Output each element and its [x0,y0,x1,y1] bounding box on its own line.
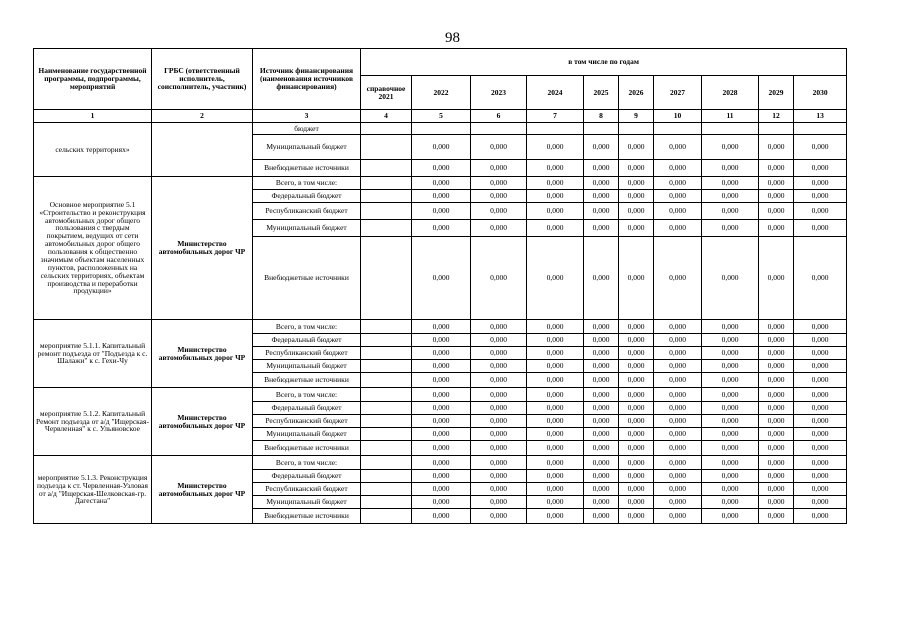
ref-2021-cell [361,177,412,190]
year-value-cell: 0,000 [759,190,794,203]
year-value-cell: 0,000 [471,456,527,470]
year-value-cell: 0,000 [654,360,702,373]
year-value-cell: 0,000 [584,237,619,320]
year-value-cell: 0,000 [619,160,654,177]
year-value-cell: 0,000 [654,402,702,415]
year-value-cell: 0,000 [702,483,759,496]
year-value-cell: 0,000 [794,220,847,237]
year-value-cell [412,123,471,135]
year-value-cell: 0,000 [471,220,527,237]
year-value-cell: 0,000 [527,334,584,347]
column-number: 9 [619,110,654,123]
year-value-cell: 0,000 [619,190,654,203]
year-value-cell: 0,000 [654,496,702,509]
column-number: 8 [584,110,619,123]
year-value-cell: 0,000 [412,509,471,524]
ref-2021-cell [361,415,412,428]
header-year: 2027 [654,76,702,110]
year-value-cell: 0,000 [619,220,654,237]
year-value-cell: 0,000 [619,456,654,470]
header-year: 2028 [702,76,759,110]
year-value-cell: 0,000 [412,496,471,509]
year-value-cell: 0,000 [412,456,471,470]
year-value-cell: 0,000 [584,177,619,190]
funding-source: бюджет [253,123,361,135]
year-value-cell: 0,000 [412,334,471,347]
year-value-cell [654,123,702,135]
year-value-cell: 0,000 [412,347,471,360]
header-ref: справочное 2021 [361,76,412,110]
year-value-cell: 0,000 [527,496,584,509]
header-grbs: ГРБС (ответственный исполнитель, соисполнитель, участник) [152,49,253,110]
funding-source: Федеральный бюджет [253,470,361,483]
ref-2021-cell [361,441,412,456]
header-year: 2029 [759,76,794,110]
ref-2021-cell [361,220,412,237]
ref-2021-cell [361,135,412,160]
year-value-cell [702,123,759,135]
year-value-cell: 0,000 [412,441,471,456]
year-value-cell: 0,000 [471,509,527,524]
year-value-cell: 0,000 [702,347,759,360]
column-number-row [34,110,847,123]
year-value-cell: 0,000 [619,237,654,320]
event-name: Основное мероприятие 5.1 «Строительство и реконструкция автомобильных дорог общего пользования с твердым покрытием, ведущих от сети автомобильных дорог общего пользования к общественно значимым объектам населенных пунктов, расположенных на сельских территориях, объектам производства и переработки продукции» [34,177,152,320]
year-value-cell: 0,000 [702,402,759,415]
funding-source: Федеральный бюджет [253,190,361,203]
year-value-cell: 0,000 [702,320,759,334]
year-value-cell: 0,000 [471,402,527,415]
year-value-cell: 0,000 [584,220,619,237]
year-value-cell: 0,000 [759,177,794,190]
year-value-cell: 0,000 [619,441,654,456]
year-value-cell: 0,000 [794,496,847,509]
year-value-cell: 0,000 [584,402,619,415]
header-years-group: в том числе по годам [361,49,847,76]
year-value-cell: 0,000 [654,177,702,190]
funding-source: Внебюджетные источники [253,237,361,320]
year-value-cell: 0,000 [654,415,702,428]
year-value-cell: 0,000 [584,373,619,388]
funding-source: Внебюджетные источники [253,441,361,456]
year-value-cell: 0,000 [412,415,471,428]
year-value-cell: 0,000 [412,177,471,190]
header-year: 2022 [412,76,471,110]
year-value-cell: 0,000 [654,320,702,334]
funding-source: Республиканский бюджет [253,415,361,428]
year-value-cell: 0,000 [702,373,759,388]
year-value-cell: 0,000 [654,203,702,220]
year-value-cell: 0,000 [759,496,794,509]
year-value-cell: 0,000 [794,402,847,415]
year-value-cell: 0,000 [471,470,527,483]
year-value-cell: 0,000 [584,496,619,509]
funding-source: Муниципальный бюджет [253,220,361,237]
year-value-cell: 0,000 [619,402,654,415]
year-value-cell: 0,000 [794,441,847,456]
ref-2021-cell [361,320,412,334]
year-value-cell: 0,000 [527,415,584,428]
year-value-cell: 0,000 [759,135,794,160]
table-row [34,123,847,135]
ref-2021-cell [361,496,412,509]
funding-source: Муниципальный бюджет [253,135,361,160]
year-value-cell: 0,000 [471,177,527,190]
year-value-cell: 0,000 [527,428,584,441]
table-row [34,388,847,402]
year-value-cell: 0,000 [584,347,619,360]
year-value-cell: 0,000 [759,441,794,456]
year-value-cell: 0,000 [584,203,619,220]
year-value-cell: 0,000 [584,190,619,203]
year-value-cell: 0,000 [471,388,527,402]
event-name: мероприятие 5.1.1. Капитальный ремонт подъезда от "Подъезда к с. Шалажи" к с. Гехи-Чу [34,320,152,388]
year-value-cell: 0,000 [654,441,702,456]
year-value-cell: 0,000 [412,428,471,441]
year-value-cell: 0,000 [584,456,619,470]
year-value-cell: 0,000 [759,402,794,415]
ref-2021-cell [361,347,412,360]
column-number: 10 [654,110,702,123]
year-value-cell: 0,000 [759,360,794,373]
year-value-cell [619,123,654,135]
year-value-cell: 0,000 [654,509,702,524]
year-value-cell: 0,000 [619,373,654,388]
header-year: 2026 [619,76,654,110]
year-value-cell: 0,000 [759,220,794,237]
ref-2021-cell [361,160,412,177]
column-number: 7 [527,110,584,123]
year-value-cell: 0,000 [584,320,619,334]
year-value-cell: 0,000 [794,334,847,347]
year-value-cell: 0,000 [527,177,584,190]
budget-table [33,48,847,524]
year-value-cell: 0,000 [619,388,654,402]
year-value-cell: 0,000 [471,347,527,360]
ref-2021-cell [361,456,412,470]
column-number: 6 [471,110,527,123]
year-value-cell: 0,000 [584,470,619,483]
year-value-cell: 0,000 [654,428,702,441]
year-value-cell: 0,000 [527,388,584,402]
year-value-cell: 0,000 [412,220,471,237]
year-value-cell: 0,000 [471,360,527,373]
year-value-cell: 0,000 [794,483,847,496]
table-row [34,320,847,334]
year-value-cell: 0,000 [527,441,584,456]
year-value-cell: 0,000 [471,334,527,347]
year-value-cell: 0,000 [619,509,654,524]
year-value-cell: 0,000 [654,190,702,203]
year-value-cell: 0,000 [759,334,794,347]
funding-source: Муниципальный бюджет [253,428,361,441]
column-number: 11 [702,110,759,123]
year-value-cell: 0,000 [702,220,759,237]
year-value-cell: 0,000 [702,388,759,402]
year-value-cell: 0,000 [527,456,584,470]
event-grbs [152,123,253,177]
year-value-cell: 0,000 [654,456,702,470]
year-value-cell: 0,000 [584,428,619,441]
year-value-cell: 0,000 [702,441,759,456]
year-value-cell: 0,000 [702,428,759,441]
column-number: 4 [361,110,412,123]
year-value-cell: 0,000 [527,237,584,320]
year-value-cell: 0,000 [412,483,471,496]
year-value-cell: 0,000 [584,388,619,402]
year-value-cell: 0,000 [412,203,471,220]
year-value-cell: 0,000 [619,203,654,220]
year-value-cell: 0,000 [471,496,527,509]
year-value-cell: 0,000 [759,483,794,496]
column-number: 5 [412,110,471,123]
year-value-cell: 0,000 [759,428,794,441]
year-value-cell: 0,000 [702,496,759,509]
ref-2021-cell [361,334,412,347]
year-value-cell: 0,000 [654,160,702,177]
year-value-cell: 0,000 [471,190,527,203]
header-name: Наименование государственной программы, подпрограммы, мероприятий [34,49,152,110]
year-value-cell: 0,000 [759,509,794,524]
year-value-cell: 0,000 [759,388,794,402]
year-value-cell: 0,000 [412,190,471,203]
page-number: 98 [445,30,460,46]
year-value-cell: 0,000 [794,203,847,220]
year-value-cell: 0,000 [619,135,654,160]
year-value-cell: 0,000 [759,347,794,360]
year-value-cell: 0,000 [619,483,654,496]
year-value-cell: 0,000 [654,135,702,160]
event-name: мероприятие 5.1.2. Капитальный Ремонт подъезда от а/д "Ищерская-Червленная" к с. Ульяновское [34,388,152,456]
column-number: 12 [759,110,794,123]
year-value-cell: 0,000 [794,237,847,320]
year-value-cell [794,123,847,135]
year-value-cell: 0,000 [702,135,759,160]
year-value-cell: 0,000 [759,160,794,177]
year-value-cell: 0,000 [527,160,584,177]
year-value-cell: 0,000 [412,237,471,320]
year-value-cell: 0,000 [702,360,759,373]
year-value-cell: 0,000 [412,402,471,415]
year-value-cell: 0,000 [527,135,584,160]
column-number: 1 [34,110,152,123]
year-value-cell: 0,000 [759,415,794,428]
year-value-cell: 0,000 [471,483,527,496]
funding-source: Всего, в том числе: [253,456,361,470]
year-value-cell: 0,000 [654,334,702,347]
year-value-cell: 0,000 [759,470,794,483]
event-grbs: Министерство автомобильных дорог ЧР [152,456,253,524]
year-value-cell: 0,000 [759,237,794,320]
year-value-cell: 0,000 [619,470,654,483]
year-value-cell [584,123,619,135]
funding-source: Внебюджетные источники [253,509,361,524]
funding-source: Всего, в том числе: [253,177,361,190]
year-value-cell: 0,000 [794,456,847,470]
funding-source: Республиканский бюджет [253,483,361,496]
year-value-cell: 0,000 [527,203,584,220]
year-value-cell: 0,000 [702,203,759,220]
year-value-cell: 0,000 [584,509,619,524]
header-source: Источник финансирования (наименования источников финансирования) [253,49,361,110]
ref-2021-cell [361,237,412,320]
year-value-cell: 0,000 [412,388,471,402]
column-number: 3 [253,110,361,123]
year-value-cell: 0,000 [412,135,471,160]
ref-2021-cell [361,509,412,524]
year-value-cell: 0,000 [584,441,619,456]
year-value-cell: 0,000 [702,160,759,177]
year-value-cell: 0,000 [619,428,654,441]
year-value-cell: 0,000 [759,203,794,220]
funding-source: Муниципальный бюджет [253,496,361,509]
year-value-cell: 0,000 [412,320,471,334]
year-value-cell: 0,000 [471,160,527,177]
year-value-cell: 0,000 [654,347,702,360]
year-value-cell: 0,000 [527,373,584,388]
year-value-cell: 0,000 [471,237,527,320]
year-value-cell: 0,000 [702,509,759,524]
ref-2021-cell [361,402,412,415]
year-value-cell: 0,000 [412,160,471,177]
year-value-cell [527,123,584,135]
year-value-cell: 0,000 [794,135,847,160]
year-value-cell: 0,000 [794,428,847,441]
ref-2021-cell [361,388,412,402]
table-body [34,123,847,524]
header-year: 2023 [471,76,527,110]
year-value-cell: 0,000 [527,483,584,496]
year-value-cell: 0,000 [759,373,794,388]
year-value-cell: 0,000 [584,334,619,347]
year-value-cell: 0,000 [794,177,847,190]
ref-2021-cell [361,470,412,483]
year-value-cell: 0,000 [654,373,702,388]
year-value-cell: 0,000 [471,428,527,441]
year-value-cell: 0,000 [412,360,471,373]
year-value-cell: 0,000 [471,441,527,456]
year-value-cell: 0,000 [412,373,471,388]
year-value-cell: 0,000 [794,415,847,428]
year-value-cell: 0,000 [527,509,584,524]
column-number: 13 [794,110,847,123]
year-value-cell: 0,000 [654,388,702,402]
year-value-cell: 0,000 [619,347,654,360]
year-value-cell: 0,000 [794,320,847,334]
year-value-cell: 0,000 [584,135,619,160]
year-value-cell: 0,000 [471,373,527,388]
event-name: мероприятие 5.1.3. Реконструкция подъезда к ст. Червленная-Узловая от а/д "Ищерская-Шелковская-гр. Дагестана" [34,456,152,524]
ref-2021-cell [361,203,412,220]
year-value-cell: 0,000 [527,360,584,373]
year-value-cell: 0,000 [619,320,654,334]
year-value-cell: 0,000 [794,360,847,373]
year-value-cell: 0,000 [471,320,527,334]
header-year: 2024 [527,76,584,110]
funding-source: Республиканский бюджет [253,347,361,360]
funding-source: Всего, в том числе: [253,320,361,334]
year-value-cell: 0,000 [759,456,794,470]
year-value-cell: 0,000 [412,470,471,483]
year-value-cell: 0,000 [619,360,654,373]
year-value-cell: 0,000 [794,509,847,524]
year-value-cell: 0,000 [702,415,759,428]
year-value-cell: 0,000 [654,483,702,496]
year-value-cell: 0,000 [702,334,759,347]
year-value-cell: 0,000 [584,415,619,428]
table-row [34,177,847,190]
year-value-cell: 0,000 [794,190,847,203]
year-value-cell: 0,000 [471,135,527,160]
event-grbs: Министерство автомобильных дорог ЧР [152,320,253,388]
funding-source: Федеральный бюджет [253,402,361,415]
year-value-cell: 0,000 [654,220,702,237]
header-year: 2025 [584,76,619,110]
year-value-cell: 0,000 [794,373,847,388]
year-value-cell: 0,000 [527,190,584,203]
funding-source: Федеральный бюджет [253,334,361,347]
ref-2021-cell [361,123,412,135]
funding-source: Республиканский бюджет [253,203,361,220]
event-name: сельских территориях» [34,123,152,177]
year-value-cell: 0,000 [584,360,619,373]
year-value-cell [759,123,794,135]
event-grbs: Министерство автомобильных дорог ЧР [152,177,253,320]
column-number: 2 [152,110,253,123]
ref-2021-cell [361,360,412,373]
ref-2021-cell [361,428,412,441]
year-value-cell: 0,000 [527,220,584,237]
year-value-cell: 0,000 [584,483,619,496]
year-value-cell: 0,000 [702,190,759,203]
year-value-cell: 0,000 [702,237,759,320]
year-value-cell: 0,000 [794,388,847,402]
ref-2021-cell [361,373,412,388]
year-value-cell: 0,000 [702,177,759,190]
header-year: 2030 [794,76,847,110]
year-value-cell: 0,000 [702,470,759,483]
year-value-cell: 0,000 [527,402,584,415]
year-value-cell: 0,000 [794,470,847,483]
funding-source: Муниципальный бюджет [253,360,361,373]
year-value-cell: 0,000 [794,347,847,360]
year-value-cell: 0,000 [527,320,584,334]
year-value-cell: 0,000 [654,470,702,483]
year-value-cell [471,123,527,135]
year-value-cell: 0,000 [527,470,584,483]
year-value-cell: 0,000 [527,347,584,360]
year-value-cell: 0,000 [619,496,654,509]
funding-source: Внебюджетные источники [253,160,361,177]
year-value-cell: 0,000 [794,160,847,177]
year-value-cell: 0,000 [654,237,702,320]
event-grbs: Министерство автомобильных дорог ЧР [152,388,253,456]
year-value-cell: 0,000 [619,334,654,347]
year-value-cell: 0,000 [584,160,619,177]
ref-2021-cell [361,483,412,496]
year-value-cell: 0,000 [619,415,654,428]
year-value-cell: 0,000 [702,456,759,470]
year-value-cell: 0,000 [471,203,527,220]
ref-2021-cell [361,190,412,203]
funding-source: Внебюджетные источники [253,373,361,388]
year-value-cell: 0,000 [471,415,527,428]
funding-source: Всего, в том числе: [253,388,361,402]
table-row [34,456,847,470]
year-value-cell: 0,000 [619,177,654,190]
year-value-cell: 0,000 [759,320,794,334]
